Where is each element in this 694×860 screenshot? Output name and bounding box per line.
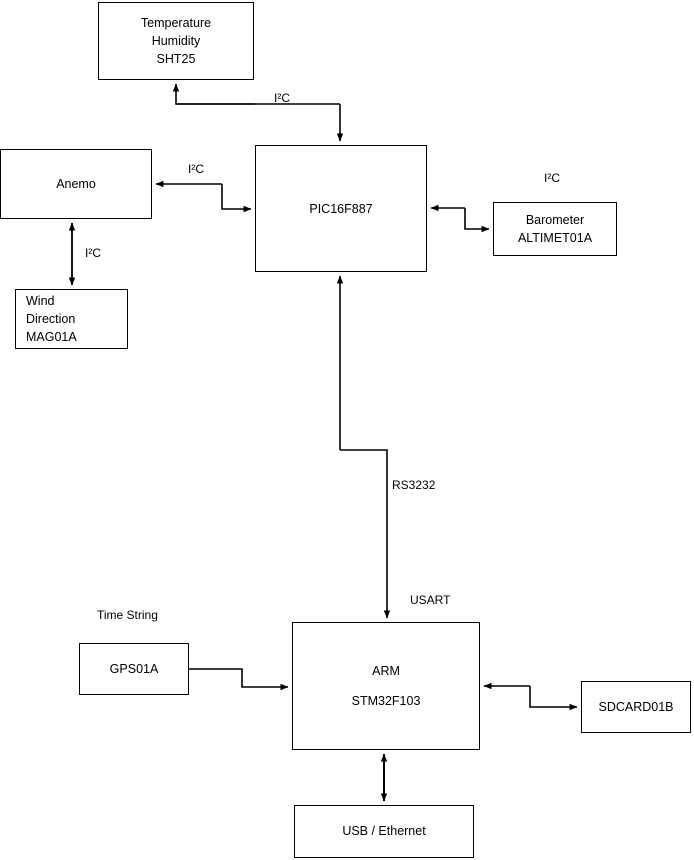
label-i2c-wind-direction: I²C xyxy=(85,246,101,260)
label-i2c-anemo: I²C xyxy=(188,162,204,176)
node-barometer-line-2: ALTIMET01A xyxy=(517,231,593,245)
node-gps01a-label: GPS01A xyxy=(109,661,159,676)
connector-anemo-to-pic xyxy=(156,184,251,209)
label-i2c-barometer: I²C xyxy=(544,171,560,185)
label-usart: USART xyxy=(410,593,451,607)
node-gps01a[interactable] xyxy=(79,643,189,695)
node-pic16f887[interactable] xyxy=(255,145,427,272)
node-anemo[interactable] xyxy=(0,149,152,219)
node-arm-line-2: STM32F103 xyxy=(351,694,421,708)
node-wind-direction-line-1: Wind xyxy=(26,293,55,308)
node-anemo-label: Anemo xyxy=(56,176,96,191)
label-i2c-sht25: I²C xyxy=(274,91,290,105)
node-wind-direction-line-2: Direction xyxy=(26,311,76,326)
node-arm-stm32f103[interactable] xyxy=(292,622,480,750)
node-pic16f887-label: PIC16F887 xyxy=(309,201,373,216)
node-sht25[interactable] xyxy=(98,2,254,80)
node-sht25-line-1: Temperature xyxy=(140,15,212,30)
node-barometer-line-1: Barometer xyxy=(525,212,585,227)
node-wind-direction-line-3: MAG01A xyxy=(26,330,77,345)
node-sdcard01b-label: SDCARD01B xyxy=(598,699,674,714)
connector-gps-to-arm xyxy=(189,669,288,687)
label-time-string: Time String xyxy=(97,608,158,622)
node-sht25-line-3: SHT25 xyxy=(156,52,196,67)
node-arm-line-1: ARM xyxy=(372,664,400,678)
node-usb-ethernet-label: USB / Ethernet xyxy=(342,824,426,839)
connector-pic-to-arm xyxy=(340,276,387,618)
node-wind-direction[interactable] xyxy=(15,289,128,349)
label-rs3232: RS3232 xyxy=(392,478,436,492)
node-sht25-line-2: Humidity xyxy=(151,33,201,48)
connector-pic-to-sht25 xyxy=(176,84,340,141)
connector-pic-to-barometer xyxy=(431,208,489,229)
connector-arm-to-sdcard xyxy=(484,686,577,707)
node-sdcard01b[interactable] xyxy=(581,681,691,733)
node-usb-ethernet[interactable] xyxy=(294,805,474,858)
node-barometer[interactable] xyxy=(493,202,617,256)
